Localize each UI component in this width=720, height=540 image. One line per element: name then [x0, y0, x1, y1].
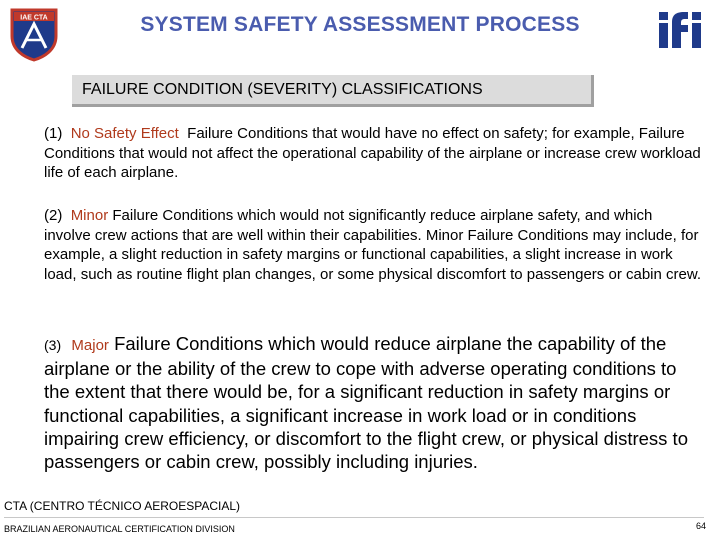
ifi-logo [658, 10, 704, 50]
severity-label: No Safety Effect [70, 125, 179, 142]
classification-banner-text: FAILURE CONDITION (SEVERITY) CLASSIFICATIONS [82, 81, 483, 98]
item-text: Failure Conditions which would not significantly reduce airplane safety, and which involve crew actions that are well within their capabilities. Minor Failure Conditions may include, for example, a slight reduction in safety margins or functional capabilities, a slight increase in work load, such as routine flight plan changes, or some physical discomfort to passengers or cabin crew. [44, 207, 702, 283]
classification-minor [44, 206, 702, 284]
classification-banner [72, 75, 594, 107]
item-number: (1) [44, 125, 63, 142]
cta-shield-logo [8, 6, 60, 62]
footer-divider [4, 517, 704, 518]
classification-major [44, 332, 704, 473]
page-number: 64 [696, 521, 707, 531]
footer-organization: CTA (CENTRO TÉCNICO AEROESPACIAL) [4, 499, 241, 513]
severity-label: Major [71, 337, 109, 354]
item-text: Failure Conditions which would reduce airplane the capability of the airplane or the ability of the crew to cope with adverse operating conditions to the extent that there would be, for a significant reduction in safety margins or functional capabilities, a significant increase in work load or in conditions impairing crew efficiency, or discomfort to the flight crew, or physical distress to passengers or cabin crew, possibly including injuries. [44, 333, 688, 473]
classification-no-safety-effect [44, 124, 702, 183]
item-text: Failure Conditions that would have no effect on safety; for example, Failure Conditions that would not affect the operational capability of the airplane or increase crew workload life of each airplane. [44, 125, 701, 181]
page-title: SYSTEM SAFETY ASSESSMENT PROCESS [140, 13, 580, 36]
item-number: (3) [44, 337, 62, 353]
svg-text:IAE CTA: IAE CTA [20, 14, 48, 22]
footer-division: BRAZILIAN AERONAUTICAL CERTIFICATION DIVISION [4, 524, 235, 534]
svg-text:ifi: ifi [658, 10, 659, 11]
severity-label: Minor [70, 207, 109, 224]
item-number: (2) [44, 207, 63, 224]
